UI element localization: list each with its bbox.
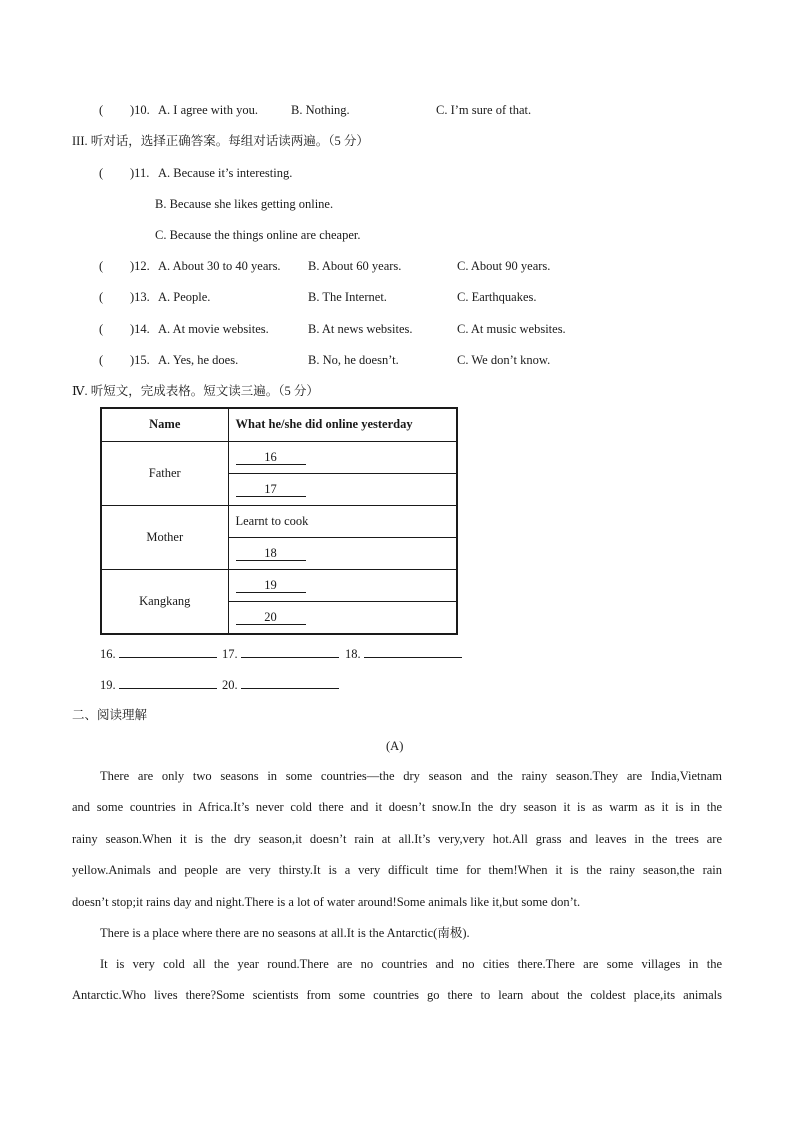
q11-option-b: B. Because she likes getting online. xyxy=(155,197,334,211)
q13-paren: ( xyxy=(99,290,104,304)
q10-number xyxy=(130,102,150,118)
part2-heading: 二、阅读理解 xyxy=(72,708,148,722)
q12-number: )12. xyxy=(130,259,150,273)
passage-paragraph-2 xyxy=(72,918,722,949)
para1-line: rainy season.When it is the dry season,it doesn’t rain at all.It’s very,very hot.All grass and leaves in the trees are xyxy=(72,831,722,846)
passage-paragraph-1 xyxy=(72,761,722,918)
q10-paren: ( xyxy=(99,103,104,117)
q13-option-b: B. The Internet. xyxy=(308,290,387,304)
blank-17[interactable]: 17 xyxy=(236,483,306,497)
para3-line: Antarctic.Who lives there?Some scientists from some countries go there to learn about the coldest place,its animals xyxy=(72,988,722,1003)
q10-paren-close: ) xyxy=(130,103,135,117)
answer-18 xyxy=(345,645,462,662)
blank-20[interactable]: 20 xyxy=(236,611,306,625)
para2-line: There is a place where there are no seasons at all.It is the Antarctic(南极). xyxy=(100,926,470,940)
answer-19 xyxy=(100,676,217,693)
q12-option-b: B. About 60 years. xyxy=(308,259,402,273)
answer-20 xyxy=(222,676,339,693)
table-header-row xyxy=(101,408,457,441)
blank-16[interactable]: 16 xyxy=(236,451,306,465)
answer-18-line[interactable] xyxy=(364,645,462,658)
q15-paren: ( xyxy=(99,353,104,367)
para3-line: It is very cold all the year round.There are no countries and no cities there.There are some villages in the xyxy=(100,957,722,971)
header-activity: What he/she did online yesterday xyxy=(228,408,457,441)
table-row xyxy=(101,570,457,602)
q14-option-b: B. At news websites. xyxy=(308,322,413,336)
cell-blank-18 xyxy=(228,538,457,570)
blank-19[interactable]: 19 xyxy=(236,579,306,593)
table-row xyxy=(101,441,457,473)
activity-table xyxy=(100,407,458,635)
q14-option-c: C. At music websites. xyxy=(457,322,566,336)
q11-paren: ( xyxy=(99,166,104,180)
name-father: Father xyxy=(101,441,228,505)
answer-16-label: 16. xyxy=(100,647,116,661)
answer-19-label: 19. xyxy=(100,678,116,692)
q14-paren: ( xyxy=(99,322,104,336)
q10-option-c: C. I’m sure of that. xyxy=(436,103,532,117)
q11-number: )11. xyxy=(130,166,150,180)
cell-blank-17 xyxy=(228,473,457,505)
answer-20-line[interactable] xyxy=(241,676,339,689)
header-name: Name xyxy=(101,408,228,441)
answer-19-line[interactable] xyxy=(119,676,217,689)
q15-number: )15. xyxy=(130,353,150,367)
para1-line: doesn’t stop;it rains day and night.There is a lot of water around!Some animals like it,but some don’t. xyxy=(72,894,581,909)
cell-blank-20 xyxy=(228,602,457,634)
q10-num: 10. xyxy=(134,103,150,117)
para1-line: yellow.Animals and people are very thirsty.It is a very difficult time for them!When it is the rainy season,the rain xyxy=(72,863,722,878)
para1-line: and some countries in Africa.It’s never cold there and it doesn’t snow.In the dry season it is as warm as it is in the xyxy=(72,800,722,815)
cell-mother-given: Learnt to cook xyxy=(228,505,457,537)
section3-heading: III. 听对话，选择正确答案。每组对话读两遍。（5 分） xyxy=(72,134,369,148)
answer-17-label: 17. xyxy=(222,647,238,661)
answer-16-line[interactable] xyxy=(119,645,217,658)
q15-option-c: C. We don’t know. xyxy=(457,353,551,367)
passage-label: (A) xyxy=(386,739,404,753)
q13-option-c: C. Earthquakes. xyxy=(457,290,537,304)
q11-option-c: C. Because the things online are cheaper. xyxy=(155,228,361,242)
section4-heading: Ⅳ. 听短文，完成表格。短文读三遍。（5 分） xyxy=(72,384,319,398)
cell-blank-19 xyxy=(228,570,457,602)
para1-line: There are only two seasons in some countries—the dry season and the rainy season.They are India,Vietnam xyxy=(100,769,722,783)
name-mother: Mother xyxy=(101,505,228,569)
q14-option-a: A. At movie websites. xyxy=(158,322,269,336)
q12-option-c: C. About 90 years. xyxy=(457,259,551,273)
q15-option-a: A. Yes, he does. xyxy=(158,353,239,367)
table-row xyxy=(101,505,457,537)
q13-option-a: A. People. xyxy=(158,290,211,304)
answer-18-label: 18. xyxy=(345,647,361,661)
blank-18[interactable]: 18 xyxy=(236,547,306,561)
q10-option-a: A. I agree with you. xyxy=(158,103,258,117)
passage-paragraph-3 xyxy=(72,949,722,1012)
q12-option-a: A. About 30 to 40 years. xyxy=(158,259,281,273)
q15-option-b: B. No, he doesn’t. xyxy=(308,353,399,367)
q10-option-b: B. Nothing. xyxy=(291,103,350,117)
answer-17 xyxy=(222,645,339,662)
cell-blank-16 xyxy=(228,441,457,473)
answer-17-line[interactable] xyxy=(241,645,339,658)
q14-number: )14. xyxy=(130,322,150,336)
q12-paren: ( xyxy=(99,259,104,273)
answer-16 xyxy=(100,645,217,662)
answer-20-label: 20. xyxy=(222,678,238,692)
q13-number: )13. xyxy=(130,290,150,304)
q11-option-a: A. Because it’s interesting. xyxy=(158,166,293,180)
name-kangkang: Kangkang xyxy=(101,570,228,634)
